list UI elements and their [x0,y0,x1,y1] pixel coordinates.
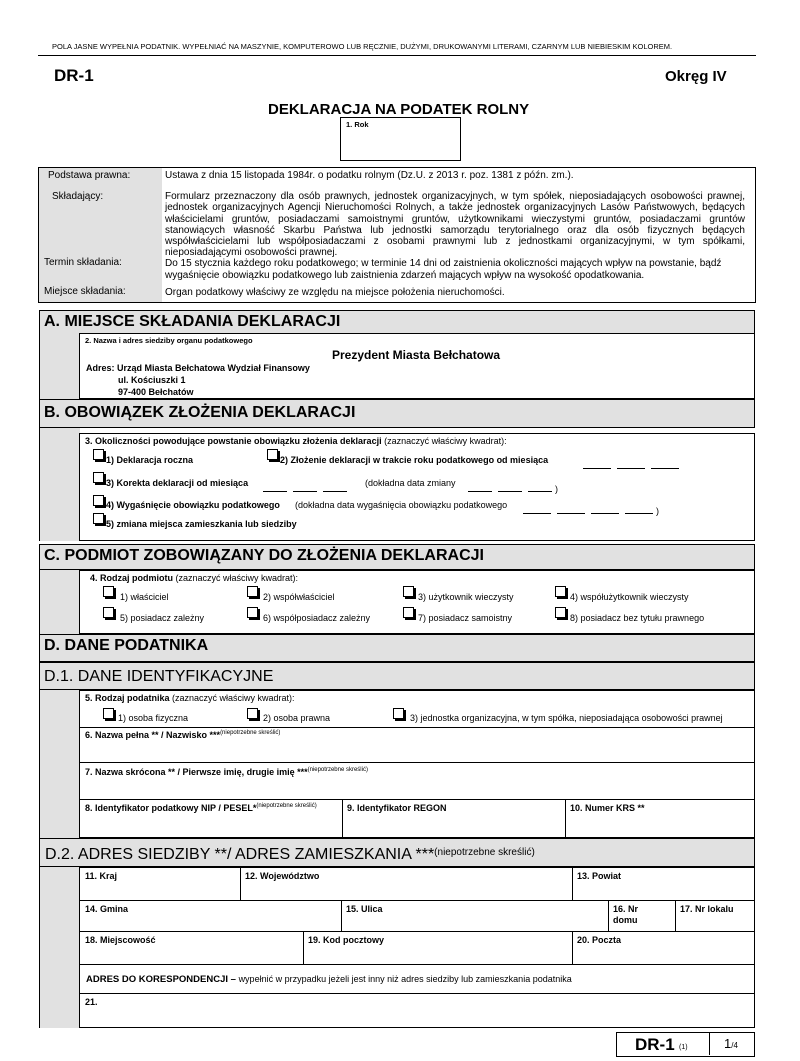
field-9-label: 9. Identyfikator REGON [347,803,447,813]
field-5-box [79,690,755,728]
footer-page-total: /4 [731,1041,738,1050]
b-option-2-checkbox[interactable] [267,449,278,460]
b-option-3-hint: (dokładna data zmiany [365,478,456,488]
field-20-box[interactable] [572,931,755,965]
field-11-box[interactable] [79,867,241,901]
correspondence-hint: wypełnić w przypadku jeżeli jest inny niż adres siedziby lub zamieszkania podatnika [238,974,572,984]
c-option-5-label: 5) posiadacz zależny [120,613,205,623]
year-field[interactable] [340,117,461,161]
b-option-4-checkbox[interactable] [93,495,104,506]
district-label: Okręg IV [665,68,727,85]
field-5-hint: (zaznaczyć właściwy kwadrat): [172,693,295,703]
b-option-5-label: 5) zmiana miejsca zamieszkania lub siedziby [106,519,297,529]
footer-page-number: 1 [724,1036,732,1051]
field-21-box[interactable] [79,993,755,1028]
c-option-6-checkbox[interactable] [247,607,258,618]
section-d2-title: D.2. ADRES SIEDZIBY **/ ADRES ZAMIESZKANIA *** [45,846,435,863]
section-b-header: B. OBOWIĄZEK ZŁOŻENIA DEKLARACJI [39,399,755,428]
c-option-3-checkbox[interactable] [403,586,414,597]
field-7-box[interactable] [79,762,755,800]
footer-code-sub: (1) [679,1044,688,1051]
d-type-1-label: 1) osoba fizyczna [118,713,189,723]
field-13-box[interactable] [572,867,755,901]
skladajacy-label: Składający: [52,191,104,202]
form-code: DR-1 [54,66,94,85]
b-option-2-date[interactable] [580,456,682,474]
field-2-label: 2. Nazwa i adres siedziby organu podatkowego [85,336,253,345]
address-line-3: 97-400 Bełchatów [118,387,194,397]
b-option-5-checkbox[interactable] [93,513,104,524]
field-15-box[interactable] [341,900,609,932]
field-8-box[interactable] [79,799,343,838]
field-4-box [79,570,755,634]
c-option-7-label: 7) posiadacz samoistny [418,613,513,623]
section-d2-note: (niepotrzebne skreślić) [434,847,535,858]
c-option-5-checkbox[interactable] [103,607,114,618]
field-17-box[interactable] [675,900,755,932]
correspondence-label: ADRES DO KORESPONDENCJI – [86,974,236,985]
field-4-label: 4. Rodzaj podmiotu [90,573,173,583]
b-option-3-date[interactable]: ) [465,479,558,497]
b-option-4-label: 4) Wygaśnięcie obowiązku podatkowego [106,500,280,510]
field-14-label: 14. Gmina [85,904,129,914]
field-2-box [79,333,755,399]
b-option-1-checkbox[interactable] [93,449,104,460]
section-d1-header: D.1. DANE IDENTYFIKACYJNE [39,662,755,690]
field-8-note: (niepotrzebne skreślić) [256,803,317,809]
field-3-box [79,433,755,541]
field-12-box[interactable] [240,867,573,901]
c-option-7-checkbox[interactable] [403,607,414,618]
field-12-label: 12. Województwo [245,871,320,881]
field-18-box[interactable] [79,931,304,965]
field-14-box[interactable] [79,900,342,932]
skladajacy-text: Formularz przeznaczony dla osób prawnych, jednostek organizacyjnych, w tym spółek, nieposiadających osobowości prawnej, jednostek organizacyjnych Agencji Nieruchomości Rolnych, a także jednostek organizacyjnych Lasów Państwowych, będących właścicielami gruntów, posiadaczami samoistnymi gruntów, użytkownikami wieczystymi gruntów, posiadaczami gruntów stanowiących własność Skarbu Państwa lub jednostki samorządu terytorialnego oraz dla osób fizycznych będących współwłaścicielami lub współposiadaczami z osobami prawnymi lub z jednostkami organizacyjnymi, w tym spółkami, nieposiadającymi osobowości prawnej. [165,191,745,259]
b-option-3-label: 3) Korekta deklaracji od miesiąca [106,478,249,488]
field-11-label: 11. Kraj [85,871,118,881]
address-line-1: Adres: Urząd Miasta Bełchatowa Wydział Finansowy [86,363,310,373]
field-20-label: 20. Poczta [577,935,622,945]
top-divider [38,55,756,56]
field-10-box[interactable] [565,799,755,838]
miejsce-label: Miejsce składania: [44,286,126,297]
miejsce-text: Organ podatkowy właściwy ze względu na miejsce położenia nieruchomości. [165,287,505,298]
field-6-label: 6. Nazwa pełna ** / Nazwisko *** [85,730,221,740]
field-7-label: 7. Nazwa skrócona ** / Pierwsze imię, drugie imię *** [85,767,308,777]
field-16-box[interactable] [608,900,676,932]
b-option-4-date[interactable]: ) [520,501,659,519]
field-7-note: (niepotrzebne skreślić) [307,767,368,773]
c-option-2-checkbox[interactable] [247,586,258,597]
year-field-label: 1. Rok [346,120,369,129]
c-option-6-label: 6) współposiadacz zależny [263,613,371,623]
d-type-1-checkbox[interactable] [103,708,114,719]
field-21-label: 21. [85,997,98,1007]
podstawa-label: Podstawa prawna: [48,170,131,181]
field-4-hint: (zaznaczyć właściwy kwadrat): [175,573,299,583]
d-type-3-label: 3) jednostka organizacyjna, w tym spółka, nieposiadająca osobowości prawnej [410,713,723,723]
field-19-label: 19. Kod pocztowy [308,935,385,945]
field-9-box[interactable] [342,799,566,838]
c-option-8-label: 8) posiadacz bez tytułu prawnego [570,613,705,623]
d-type-2-checkbox[interactable] [247,708,258,719]
field-5-label: 5. Rodzaj podatnika [85,693,170,703]
footer-box [616,1032,755,1057]
field-6-note: (niepotrzebne skreślić) [220,730,281,736]
section-d2-header [39,838,755,867]
b-option-3-checkbox[interactable] [93,472,104,483]
address-line-2: ul. Kościuszki 1 [118,375,186,385]
section-c-header: C. PODMIOT ZOBOWIĄZANY DO ZŁOŻENIA DEKLARACJI [39,544,755,570]
section-a-header: A. MIEJSCE SKŁADANIA DEKLARACJI [39,310,755,334]
b-option-1-label: 1) Deklaracja roczna [106,455,194,465]
c-option-4-label: 4) współużytkownik wieczysty [570,592,689,602]
organ-name: Prezydent Miasta Bełchatowa [332,348,501,362]
b-option-2-label: 2) Złożenie deklaracji w trakcie roku podatkowego od miesiąca [280,455,549,465]
field-8-label: 8. Identyfikator podatkowy NIP / PESEL* [85,803,257,813]
field-17-label: 17. Nr lokalu [680,904,734,914]
field-6-box[interactable] [79,727,755,763]
d-type-3-checkbox[interactable] [393,708,404,719]
field-18-label: 18. Miejscowość [85,935,156,945]
b-option-4-hint: (dokładna data wygaśnięcia obowiązku podatkowego [295,500,508,510]
field-3-label: 3. Okoliczności powodujące powstanie obowiązku złożenia deklaracji [85,436,382,446]
field-19-box[interactable] [303,931,573,965]
c-option-2-label: 2) współwłaściciel [263,592,335,602]
c-option-8-checkbox[interactable] [555,607,566,618]
d-type-2-label: 2) osoba prawna [263,713,331,723]
termin-label: Termin składania: [44,257,122,268]
field-16-label: 16. Nr domu [613,904,639,925]
c-option-1-label: 1) właściciel [120,592,169,602]
c-option-1-checkbox[interactable] [103,586,114,597]
footer-form-code: DR-1 [635,1035,675,1054]
correspondence-header [79,964,755,994]
field-3-hint: (zaznaczyć właściwy kwadrat): [384,436,507,446]
c-option-3-label: 3) użytkownik wieczysty [418,592,514,602]
top-notice: POLA JASNE WYPEŁNIA PODATNIK. WYPEŁNIAĆ NA MASZYNIE, KOMPUTEROWO LUB RĘCZNIE, DUŻYMI, DRUKOWANYMI LITERAMI, CZARNYM LUB NIEBIESKIM KOLOREM. [52,42,673,51]
section-d-header: D. DANE PODATNIKA [39,634,755,662]
c-option-4-checkbox[interactable] [555,586,566,597]
termin-text: Do 15 stycznia każdego roku podatkowego; w terminie 14 dni od zaistnienia okoliczności mających wpływ na powstanie, bądź wygaśnięcie obowiązku podatkowego lub zaistnienia zdarzeń mających wpływ na wysokość opodatkowania. [165,258,722,281]
field-15-label: 15. Ulica [346,904,383,914]
page-title: DEKLARACJA NA PODATEK ROLNY [268,101,530,118]
podstawa-text: Ustawa z dnia 15 listopada 1984r. o podatku rolnym (Dz.U. z 2013 r. poz. 1381 z późn. zm.). [165,170,574,181]
field-13-label: 13. Powiat [577,871,622,881]
b-option-3-month[interactable] [260,479,350,497]
field-10-label: 10. Numer KRS ** [570,803,645,813]
